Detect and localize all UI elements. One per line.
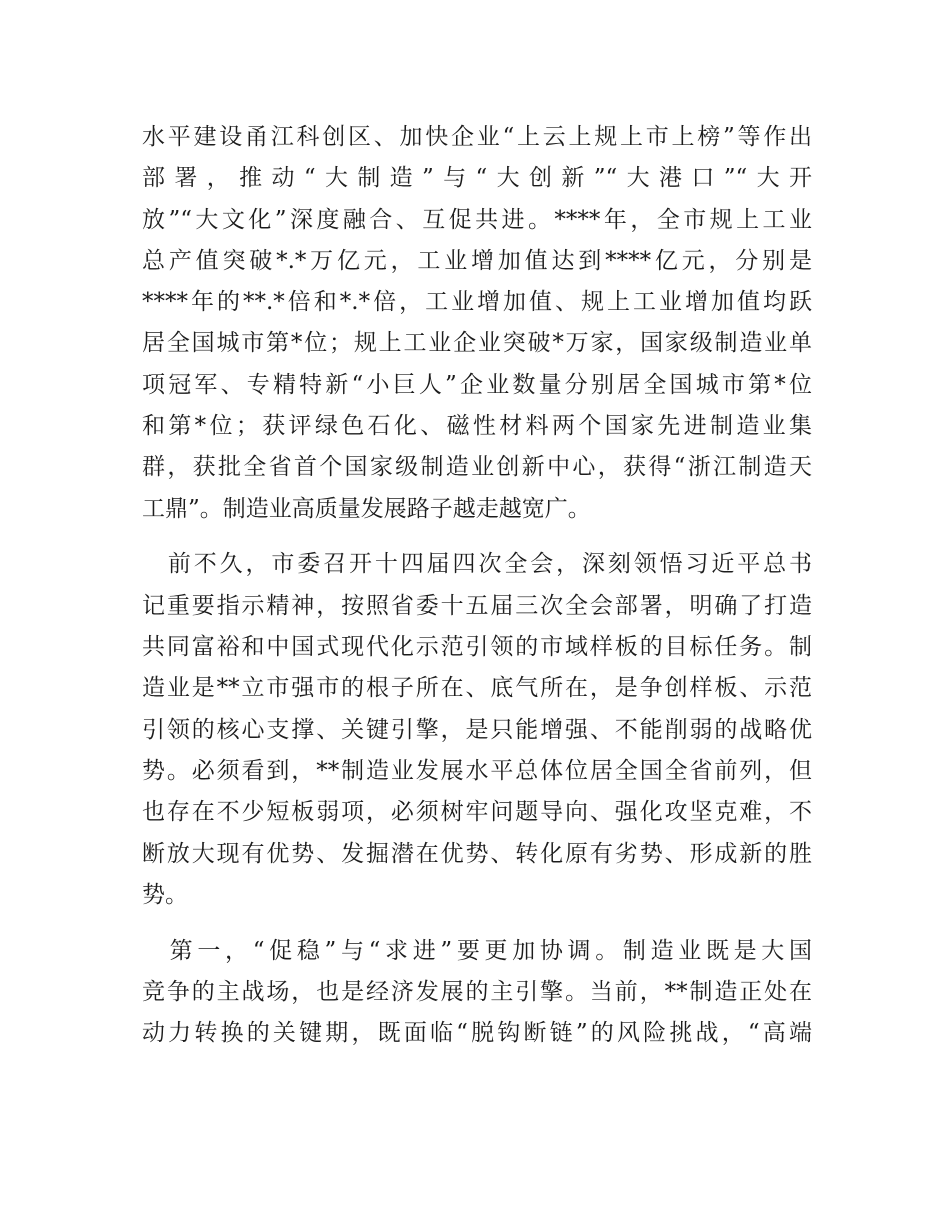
text-line: 动力转换的关键期，既面临“脱钩断链”的风险挑战，“高端 bbox=[142, 1020, 812, 1047]
text-line: 引领的核心支撑、关键引擎，是只能增强、不能削弱的战略优 bbox=[142, 716, 812, 743]
text-line: 势。 bbox=[142, 881, 188, 908]
paragraph-spacer bbox=[142, 916, 812, 931]
text-line: 总产值突破*.*万亿元，工业增加值达到****亿元，分别是 bbox=[142, 247, 812, 274]
document-body bbox=[142, 117, 812, 1055]
text-line: 断放大现有优势、发掘潜在优势、转化原有劣势、形成新的胜 bbox=[142, 840, 812, 867]
text-line: ****年的**.*倍和*.*倍，工业增加值、规上工业增加值均跃 bbox=[142, 289, 812, 316]
text-line: 群，获批全省首个国家级制造业创新中心，获得“浙江制造天 bbox=[142, 454, 812, 481]
text-line: 也存在不少短板弱项，必须树牢问题导向、强化攻坚克难，不 bbox=[142, 799, 812, 826]
paragraph bbox=[142, 544, 812, 916]
text-line: 居全国城市第*位；规上工业企业突破*万家，国家级制造业单 bbox=[142, 330, 812, 357]
paragraph-spacer bbox=[142, 530, 812, 545]
text-line: 工鼎”。制造业高质量发展路子越走越宽广。 bbox=[142, 495, 591, 522]
paragraph bbox=[142, 117, 812, 530]
text-line: 记重要指示精神，按照省委十五届三次全会部署，明确了打造 bbox=[142, 592, 812, 619]
text-line: 造业是**立市强市的根子所在、底气所在，是争创样板、示范 bbox=[142, 675, 812, 702]
text-line: 和第*位；获评绿色石化、磁性材料两个国家先进制造业集 bbox=[142, 413, 812, 440]
text-line: 前不久，市委召开十四届四次全会，深刻领悟习近平总书 bbox=[142, 551, 812, 578]
text-line: 放”“大文化”深度融合、互促共进。****年，全市规上工业 bbox=[142, 206, 812, 233]
text-line: 竞争的主战场，也是经济发展的主引擎。当前，**制造正处在 bbox=[142, 978, 812, 1005]
text-line: 部署，推动“大制造”与“大创新”“大港口”“大开 bbox=[142, 165, 812, 192]
paragraph bbox=[142, 931, 812, 1055]
text-line: 第一，“促稳”与“求进”要更加协调。制造业既是大国 bbox=[142, 937, 812, 964]
text-line: 共同富裕和中国式现代化示范引领的市域样板的目标任务。制 bbox=[142, 634, 812, 661]
text-line: 项冠军、专精特新“小巨人”企业数量分别居全国城市第*位 bbox=[142, 371, 812, 398]
text-line: 势。必须看到，**制造业发展水平总体位居全国全省前列，但 bbox=[142, 757, 812, 784]
text-line: 水平建设甬江科创区、加快企业“上云上规上市上榜”等作出 bbox=[142, 124, 812, 150]
